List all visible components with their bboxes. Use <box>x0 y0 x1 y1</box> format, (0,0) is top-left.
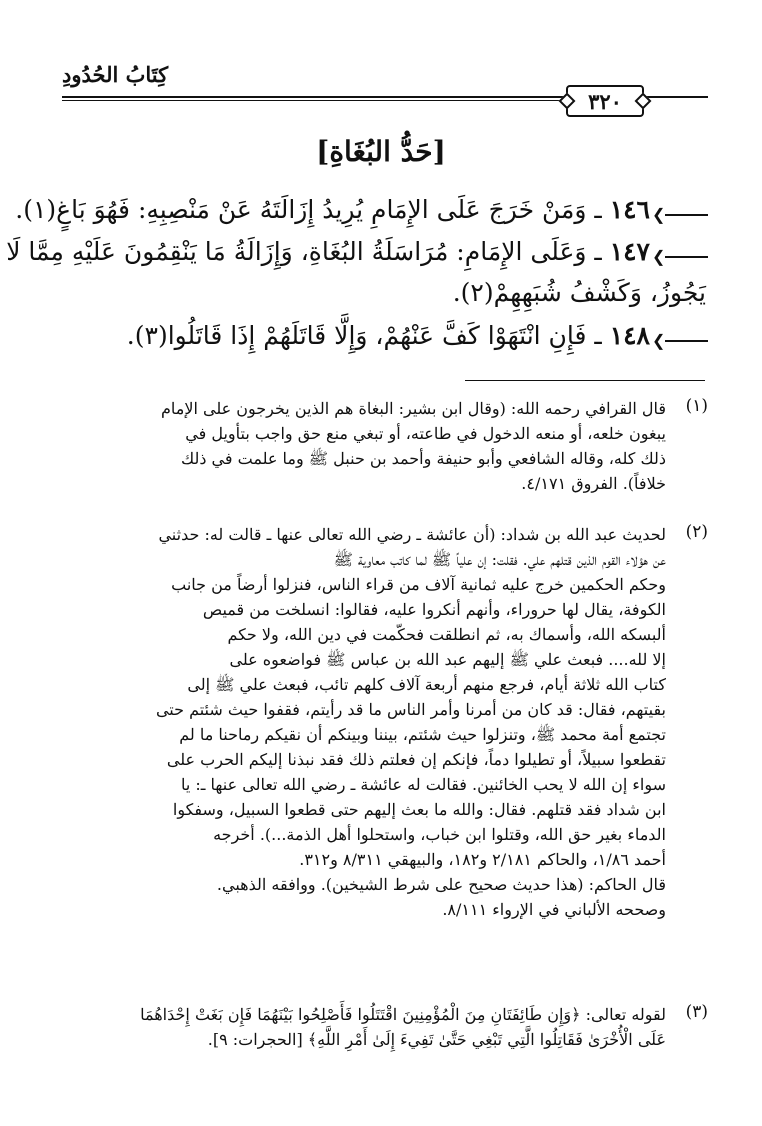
footnote-line: سواء إن الله لا يحب الخائنين. فقالت له عائشة ـ رضي الله تعالى عنها ـ: يا <box>180 775 666 794</box>
footnote-separator <box>465 380 705 381</box>
footnote-line: لقوله تعالى: ﴿وَإِن طَائِفَتَانِ مِنَ الْمُؤْمِنِينَ اقْتَتَلُوا فَأَصْلِحُوا بَيْنَهُمَا فَإِن بَغَتْ إِحْدَاهُمَا <box>140 1005 666 1024</box>
footnote-marker: (٣) <box>685 1002 708 1022</box>
footnote-line: الكوفة، يقال لها حروراء، وأنهم أنكروا عليه، فقالوا: انسلخت من قميص <box>202 600 666 619</box>
matn-item <box>127 321 650 350</box>
footnote <box>66 522 666 922</box>
matn-number: ١٤٨ <box>609 321 650 350</box>
footnote-line: الدماء بغير حق الله، وقتلوا ابن خباب، واستحلوا أهل الذمة...). أخرجه <box>213 825 666 844</box>
header-rule-thin <box>62 100 562 101</box>
footnote-line: إلا لله.... فبعث علي ﷺ إليهم عبد الله بن عباس ﷺ فواضعوه على <box>229 650 666 669</box>
footnote-line: عن هؤلاء القوم الذين قتلهم علي. فقلت: إن علياً ﷺ لما كاتب معاوية ﷺ <box>333 550 666 569</box>
footnote-line: لحديث عبد الله بن شداد: (أن عائشة ـ رضي الله تعالى عنها ـ قالت له: حدثني <box>158 525 666 544</box>
footnote-line: ابن شداد فقد قتلهم. فقال: والله ما بعث إليهم حتى قطعوا السبيل، وسفكوا <box>172 800 666 819</box>
section-heading: [حَدُّ البُغَاةِ] <box>316 135 446 168</box>
running-title: كِتَابُ الحُدُودِ <box>62 62 169 87</box>
matn-text: ـ وَمَنْ خَرَجَ عَلَى الإِمَامِ يُرِيدُ إِزَالَتَهُ عَنْ مَنْصِبِهِ: فَهُوَ بَاغٍ(١). <box>15 195 602 224</box>
footnote-line: عَلَى الْأُخْرَىٰ فَقَاتِلُوا الَّتِي تَبْغِي حَتَّىٰ تَفِيءَ إِلَىٰ أَمْرِ اللَّهِ﴾ [الحجرات: ٩]. <box>207 1030 666 1049</box>
footnote-line: قال الحاكم: (هذا حديث صحيح على شرط الشيخين). ووافقه الذهبي. <box>216 875 666 894</box>
page-number: ٣٢٠ <box>566 85 644 117</box>
matn-number: ١٤٧ <box>609 237 650 266</box>
footnote <box>66 396 666 496</box>
matn-text: ـ وَعَلَى الإِمَامِ: مُرَاسَلَةُ البُغَاةِ، وَإِزَالَةُ مَا يَنْقِمُونَ عَلَيْهِ مِمَّا لَا <box>6 237 602 266</box>
footnote-line: ذلك كله، وقاله الشافعي وأبو حنيفة وأحمد بن حنبل ﷺ وما علمت في ذلك <box>180 449 666 468</box>
matn-text: ـ فَإِنِ انْتَهَوْا كَفَّ عَنْهُمْ، وَإِلَّا قَاتَلَهُمْ إِذَا قَاتَلُوا(٣). <box>126 321 602 350</box>
footnote-line: وحكم الحكمين خرج عليه ثمانية آلاف من قراء الناس، فنزلوا أرضاً من جانب <box>171 575 666 594</box>
footnote-marker: (٢) <box>685 522 708 542</box>
footnote-line: بقيتهم، فقال: قد كان من أمرنا وأمر الناس ما قد رأيتم، فقفوا حيث شئتم حتى <box>155 700 666 719</box>
footnote-line: قال القرافي رحمه الله: (وقال ابن بشير: البغاة هم الذين يخرجون على الإمام <box>160 399 666 418</box>
matn-text-continued: يَجُوزُ، وَكَشْفُ شُبَهِهِمْ(٢). <box>452 278 706 307</box>
arrow-icon: ❮ <box>654 205 708 225</box>
footnote-line: يبغون خلعه، أو منعه الدخول في طاعته، أو تبغي منع حق واجب بتأويل في <box>185 424 666 443</box>
footnote-line: كتاب الله ثلاثة أيام، فرجع منهم أربعة آلاف كلهم تائب، فبعث علي ﷺ إلى <box>187 675 666 694</box>
arrow-icon: ❮ <box>654 247 708 267</box>
footnote-line: تجتمع أمة محمد ﷺ، وتنزلوا حيث شئتم، بيننا وبينكم أن نقيكم رماحنا ما لم <box>179 725 666 744</box>
footnote-line: ألبسكه الله، وأسماك به، ثم انطلقت فحكّمت في دين الله، ولا حكم <box>227 625 666 644</box>
matn-item <box>15 195 650 224</box>
matn-number: ١٤٦ <box>609 195 650 224</box>
footnote-marker: (١) <box>685 396 708 416</box>
footnote-line: تقطعوا سبيلاً، أو تطيلوا دماً، فإنكم إن فعلتم ذلك فقد نبذنا إليكم الحرب على <box>166 750 666 769</box>
footnote-line: أحمد ١/٨٦، والحاكم ٢/١٨١ و١٨٢، والبيهقي ٨/٣١١ و٣١٢. <box>299 850 666 869</box>
footnote <box>66 1002 666 1052</box>
matn-item <box>6 237 650 266</box>
arrow-icon: ❮ <box>654 331 708 351</box>
footnote-line: وصححه الألباني في الإرواء ٨/١١١. <box>442 900 666 919</box>
footnote-line: خلافاً). الفروق ٤/١٧١. <box>521 474 666 493</box>
